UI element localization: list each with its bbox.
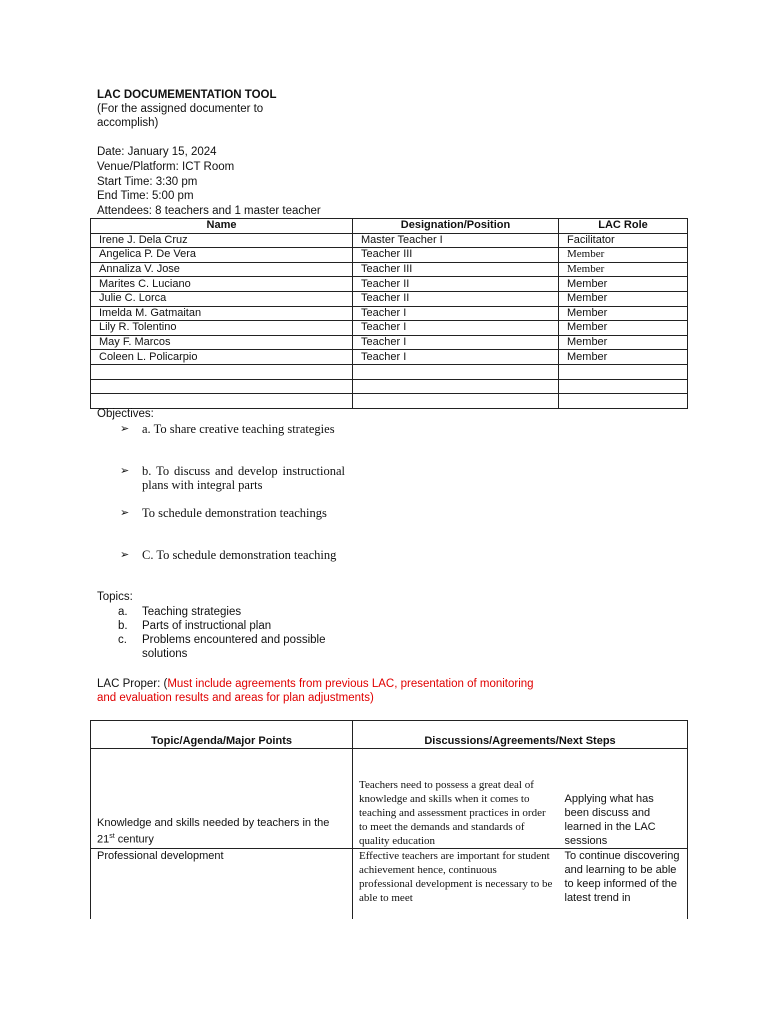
objective-text: C. To schedule demonstration teaching [142, 548, 337, 562]
attendee-role: Member [559, 277, 688, 292]
document-subtitle-line1: (For the assigned documenter to [97, 103, 264, 115]
lac-proper-note-line1: Must include agreements from previous LAC, presentation of monitoring [167, 678, 534, 690]
table-row [91, 321, 688, 336]
lac-topic-tail: century [114, 834, 154, 846]
attendee-name: Marites C. Luciano [91, 277, 353, 292]
objective-item [120, 464, 345, 492]
lac-header-topic: Topic/Agenda/Major Points [91, 721, 353, 749]
attendee-role: Facilitator [559, 233, 688, 248]
document-subtitle-line2: accomplish) [97, 117, 159, 129]
lac-next-steps-cell: To continue discovering and learning to be able to keep informed of the latest trend in [559, 849, 688, 919]
attendee-designation: Teacher III [353, 248, 559, 263]
meta-venue: Venue/Platform: ICT Room [97, 161, 235, 173]
topic-letter: c. [118, 634, 127, 646]
lac-topic-superscript: st [109, 833, 115, 841]
topic-letter: b. [118, 620, 128, 632]
table-row [91, 233, 688, 248]
objective-item [120, 548, 345, 562]
topic-text: Parts of instructional plan [142, 620, 272, 632]
table-row-empty [91, 364, 688, 379]
table-row [91, 262, 688, 277]
arrow-bullet-icon: ➢ [120, 422, 130, 435]
attendee-designation: Teacher I [353, 335, 559, 350]
attendee-designation: Teacher I [353, 321, 559, 336]
table-row [91, 335, 688, 350]
topic-letter: a. [118, 606, 128, 618]
topic-text: Teaching strategies [142, 606, 242, 618]
lac-header-discussion: Discussions/Agreements/Next Steps [353, 721, 688, 749]
topics-label: Topics: [97, 591, 133, 603]
objective-text: b. To discuss and develop instructional plans with integral parts [142, 464, 345, 492]
arrow-bullet-icon: ➢ [120, 506, 130, 519]
table-row-empty [91, 379, 688, 394]
attendee-designation: Master Teacher I [353, 233, 559, 248]
attendee-designation: Teacher I [353, 306, 559, 321]
attendance-header-role: LAC Role [559, 219, 688, 234]
attendance-header-name: Name [91, 219, 353, 234]
arrow-bullet-icon: ➢ [120, 464, 130, 477]
table-row [91, 277, 688, 292]
table-row [91, 291, 688, 306]
attendee-name: Annaliza V. Jose [91, 262, 353, 277]
table-row-empty [91, 394, 688, 409]
attendance-table [90, 218, 688, 409]
attendee-role: Member [559, 350, 688, 365]
attendee-name: Julie C. Lorca [91, 291, 353, 306]
attendee-designation: Teacher III [353, 262, 559, 277]
lac-proper-label: LAC Proper: ( [97, 678, 168, 690]
attendee-designation: Teacher I [353, 350, 559, 365]
lac-discussion-cell: Effective teachers are important for student achievement hence, continuous professional development is necessary to be able to meet [353, 849, 559, 919]
attendee-name: Imelda M. Gatmaitan [91, 306, 353, 321]
attendee-name: Irene J. Dela Cruz [91, 233, 353, 248]
attendance-header-row [91, 219, 688, 234]
objective-item [120, 422, 345, 436]
attendee-designation: Teacher II [353, 291, 559, 306]
objective-text: a. To share creative teaching strategies [142, 422, 335, 436]
meta-start-time: Start Time: 3:30 pm [97, 176, 198, 188]
lac-topic-text: Knowledge and skills needed by teachers in the 21 [97, 817, 330, 846]
attendee-role: Member [559, 306, 688, 321]
lac-topic-cell [91, 749, 353, 849]
lac-discussion-cell: Teachers need to possess a great deal of knowledge and skills when it comes to teaching and assessment practices in order to meet the demands and standards of quality education [353, 749, 559, 849]
attendee-role: Member [559, 321, 688, 336]
attendee-name: Angelica P. De Vera [91, 248, 353, 263]
lac-topic-cell: Professional development [91, 849, 353, 919]
document-title: LAC DOCUMEMENTATION TOOL [97, 89, 277, 101]
objective-text: To schedule demonstration teachings [142, 506, 327, 520]
attendee-designation: Teacher II [353, 277, 559, 292]
lac-proper-note-line2: and evaluation results and areas for plan adjustments) [97, 692, 374, 704]
attendee-name: Coleen L. Policarpio [91, 350, 353, 365]
attendee-name: May F. Marcos [91, 335, 353, 350]
attendance-header-designation: Designation/Position [353, 219, 559, 234]
lac-header-row [91, 721, 688, 749]
lac-proper-table [90, 720, 688, 919]
topic-item [118, 619, 362, 633]
attendee-role: Member [559, 248, 688, 263]
attendee-role: Member [559, 262, 688, 277]
arrow-bullet-icon: ➢ [120, 548, 130, 561]
topic-item [118, 605, 362, 619]
meta-date: Date: January 15, 2024 [97, 146, 217, 158]
lac-next-steps-cell: Applying what has been discuss and learned in the LAC sessions [559, 749, 688, 849]
table-row [91, 248, 688, 263]
meta-end-time: End Time: 5:00 pm [97, 190, 194, 202]
table-row [91, 749, 688, 849]
objective-item [120, 506, 345, 520]
attendee-role: Member [559, 291, 688, 306]
topic-item [118, 633, 362, 661]
objectives-label: Objectives: [97, 408, 154, 420]
lac-proper-line1 [97, 677, 534, 692]
table-row [91, 849, 688, 919]
table-row [91, 350, 688, 365]
attendee-role: Member [559, 335, 688, 350]
meta-attendees: Attendees: 8 teachers and 1 master teacher [97, 205, 321, 217]
table-row [91, 306, 688, 321]
topic-text: Problems encountered and possible solutions [142, 634, 326, 661]
attendee-name: Lily R. Tolentino [91, 321, 353, 336]
